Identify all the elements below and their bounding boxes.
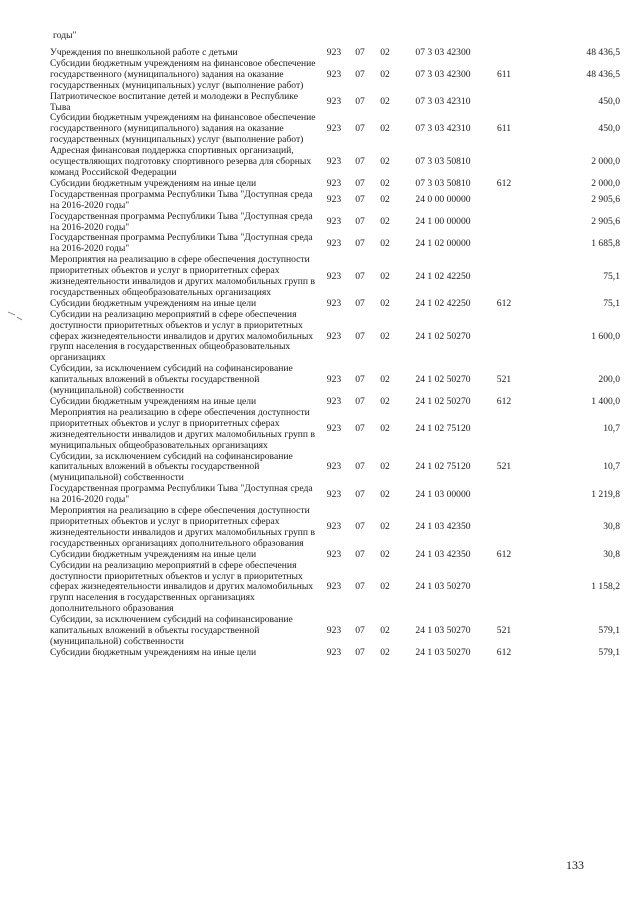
amount: 1 400,0 <box>591 396 620 407</box>
amount: 48 436,5 <box>586 47 620 58</box>
target-article-code: 07 3 03 42300 <box>415 47 471 58</box>
target-article-code: 24 1 02 50270 <box>415 396 471 407</box>
row-name: Государственная программа Республики Тыва "Доступная среда на 2016-2020 годы" <box>50 232 313 255</box>
target-article-code: 24 1 03 50270 <box>415 646 471 658</box>
margin-mark <box>6 308 26 322</box>
subsection-code: 02 <box>380 237 390 249</box>
amount: 2 905,6 <box>591 216 620 228</box>
expense-type-code <box>488 92 520 114</box>
table-row <box>50 506 620 550</box>
row-name: Субсидии на реализацию мероприятий в сфере обеспечения доступности приоритетных объектов и услуг в приоритетных сферах жизнедеятельности инвалидов и других маломобильных групп населения в государственных организациях дополнительного образования <box>50 559 314 615</box>
section-code: 07 <box>355 330 365 342</box>
target-article-code: 24 1 02 42250 <box>415 297 471 309</box>
ministry-code: 923 <box>326 47 342 58</box>
ministry-code: 923 <box>326 330 342 342</box>
expense-type-code: 521 <box>496 374 512 386</box>
amount: 75,1 <box>603 270 620 282</box>
amount: 10,7 <box>603 423 620 435</box>
ministry-code: 923 <box>326 68 342 80</box>
table-row <box>50 452 620 485</box>
budget-table <box>50 48 620 659</box>
table-row <box>50 233 620 255</box>
subsection-code: 02 <box>380 68 390 80</box>
row-name: Государственная программа Республики Тыва "Доступная среда на 2016-2020 годы" <box>50 188 313 211</box>
amount: 30,8 <box>603 548 620 560</box>
row-name: Мероприятия на реализацию в сфере обеспечения доступности приоритетных объектов и услуг в приоритетных сферах жизнедеятельности инвалидов и других маломобильных групп в государственных организациях дополнительного образования <box>50 505 315 549</box>
ministry-code: 923 <box>326 581 342 593</box>
subsection-code: 02 <box>380 646 390 658</box>
row-name: Субсидии, за исключением субсидий на софинансирование капитальных вложений в объекты государственной (муниципальной) собственности <box>50 614 293 647</box>
target-article-code: 24 1 02 50270 <box>415 330 471 342</box>
row-name: Мероприятия на реализацию в сфере обеспечения доступности приоритетных объектов и услуг в приоритетных сферах жизнедеятельности инвалидов и других маломобильных групп в государственных общеобразовательных организациях <box>50 254 315 298</box>
section-code: 07 <box>355 581 365 593</box>
row-name: Субсидии бюджетным учреждениям на иные цели <box>50 396 257 407</box>
section-code: 07 <box>355 423 365 435</box>
table-row <box>50 648 620 659</box>
section-code: 07 <box>355 461 365 473</box>
ministry-code: 923 <box>326 521 342 533</box>
ministry-code: 923 <box>326 123 342 135</box>
table-row <box>50 550 620 561</box>
section-code: 07 <box>355 396 365 407</box>
table-row <box>50 146 620 179</box>
section-code: 07 <box>355 96 365 108</box>
ministry-code: 923 <box>326 646 342 658</box>
subsection-code: 02 <box>380 548 390 560</box>
section-code: 07 <box>355 194 365 206</box>
ministry-code: 923 <box>326 461 342 473</box>
budget-table-body <box>50 48 620 659</box>
table-row <box>50 212 620 234</box>
continued-text-fragment: годы" <box>53 30 77 41</box>
expense-type-code <box>488 190 520 212</box>
section-code: 07 <box>355 646 365 658</box>
section-code: 07 <box>355 488 365 500</box>
amount: 75,1 <box>603 297 620 309</box>
row-name: Мероприятия на реализацию в сфере обеспечения доступности приоритетных объектов и услуг в приоритетных сферах жизнедеятельности инвалидов и других маломобильных групп в муниципальных общеобразовательных организациях <box>50 406 315 451</box>
expense-type-code: 612 <box>496 646 512 658</box>
ministry-code: 923 <box>326 548 342 560</box>
expense-type-code: 611 <box>496 123 512 135</box>
amount: 2 000,0 <box>591 156 620 168</box>
target-article-code: 07 3 03 42310 <box>415 123 471 135</box>
subsection-code: 02 <box>380 156 390 168</box>
subsection-code: 02 <box>380 123 390 135</box>
subsection-code: 02 <box>380 330 390 342</box>
row-name: Субсидии бюджетным учреждениям на иные цели <box>50 548 257 560</box>
subsection-code: 02 <box>380 423 390 435</box>
subsection-code: 02 <box>380 47 390 58</box>
amount: 1 600,0 <box>591 330 620 342</box>
amount: 2 000,0 <box>591 177 620 189</box>
target-article-code: 07 3 03 42310 <box>415 96 471 108</box>
table-row <box>50 92 620 114</box>
subsection-code: 02 <box>380 461 390 473</box>
expense-type-code: 612 <box>496 548 512 560</box>
amount: 450,0 <box>598 96 620 108</box>
subsection-code: 02 <box>380 194 390 206</box>
amount: 579,1 <box>598 625 620 637</box>
subsection-code: 02 <box>380 270 390 282</box>
target-article-code: 24 1 02 50270 <box>415 374 471 386</box>
expense-type-code <box>488 484 520 506</box>
subsection-code: 02 <box>380 216 390 228</box>
table-row <box>50 310 620 365</box>
section-code: 07 <box>355 237 365 249</box>
ministry-code: 923 <box>326 374 342 386</box>
row-name: Субсидии бюджетным учреждениям на финансовое обеспечение государственного (муниципального) задания на оказание государственных (муниципальных) услуг (выполнение работ) <box>50 57 316 91</box>
amount: 450,0 <box>598 123 620 135</box>
target-article-code: 24 1 02 00000 <box>415 237 471 249</box>
row-name: Субсидии, за исключением субсидий на софинансирование капитальных вложений в объекты государственной (муниципальной) собственности <box>50 450 293 484</box>
amount: 1 219,8 <box>591 488 620 500</box>
row-name: Субсидии бюджетным учреждениям на финансовое обеспечение государственного (муниципального) задания на оказание государственных (муниципальных) услуг (выполнение работ) <box>50 112 316 146</box>
amount: 1 685,8 <box>591 237 620 249</box>
target-article-code: 24 1 03 42350 <box>415 548 471 560</box>
expense-type-code <box>488 48 520 59</box>
subsection-code: 02 <box>380 297 390 309</box>
row-name: Учреждения по внешкольной работе с детьми <box>50 47 238 58</box>
ministry-code: 923 <box>326 396 342 407</box>
ministry-code: 923 <box>326 194 342 206</box>
expense-type-code <box>488 146 520 179</box>
row-name: Государственная программа Республики Тыва "Доступная среда на 2016-2020 годы" <box>50 483 313 506</box>
ministry-code: 923 <box>326 297 342 309</box>
target-article-code: 24 1 02 42250 <box>415 270 471 282</box>
table-row <box>50 255 620 299</box>
expense-type-code <box>488 310 520 365</box>
table-row <box>50 408 620 452</box>
section-code: 07 <box>355 156 365 168</box>
table-row <box>50 113 620 146</box>
amount: 1 158,2 <box>591 581 620 593</box>
subsection-code: 02 <box>380 625 390 637</box>
expense-type-code <box>488 255 520 299</box>
expense-type-code <box>488 506 520 550</box>
expense-type-code: 521 <box>496 625 512 637</box>
target-article-code: 24 1 00 00000 <box>415 216 471 228</box>
row-name: Субсидии бюджетным учреждениям на иные цели <box>50 646 257 658</box>
section-code: 07 <box>355 548 365 560</box>
page-number: 133 <box>566 858 584 872</box>
section-code: 07 <box>355 521 365 533</box>
amount: 579,1 <box>598 646 620 658</box>
row-name: Патриотическое воспитание детей и молодежи в Республике Тыва <box>50 90 298 113</box>
ministry-code: 923 <box>326 96 342 108</box>
amount: 30,8 <box>603 521 620 533</box>
row-name: Государственная программа Республики Тыва "Доступная среда на 2016-2020 годы" <box>50 210 313 233</box>
subsection-code: 02 <box>380 177 390 189</box>
row-name: Адресная финансовая поддержка спортивных организаций, осуществляющих подготовку спортивного резерва для сборных команд Российской Федерации <box>50 145 312 178</box>
target-article-code: 07 3 03 42300 <box>415 68 471 80</box>
subsection-code: 02 <box>380 396 390 407</box>
target-article-code: 24 1 02 75120 <box>415 461 471 473</box>
target-article-code: 07 3 03 50810 <box>415 156 471 168</box>
amount: 10,7 <box>603 461 620 473</box>
section-code: 07 <box>355 68 365 80</box>
table-row <box>50 190 620 212</box>
target-article-code: 24 1 03 42350 <box>415 521 471 533</box>
section-code: 07 <box>355 123 365 135</box>
ministry-code: 923 <box>326 270 342 282</box>
section-code: 07 <box>355 297 365 309</box>
row-name: Субсидии бюджетным учреждениям на иные цели <box>50 297 257 309</box>
subsection-code: 02 <box>380 581 390 593</box>
row-name: Субсидии бюджетным учреждениям на иные цели <box>50 177 257 189</box>
ministry-code: 923 <box>326 216 342 228</box>
table-row <box>50 59 620 92</box>
expense-type-code: 612 <box>496 396 512 407</box>
section-code: 07 <box>355 374 365 386</box>
target-article-code: 24 1 03 50270 <box>415 581 471 593</box>
target-article-code: 24 1 03 50270 <box>415 625 471 637</box>
expense-type-code <box>488 233 520 255</box>
expense-type-code: 611 <box>496 68 512 80</box>
amount: 2 905,6 <box>591 194 620 206</box>
table-row <box>50 364 620 397</box>
ministry-code: 923 <box>326 177 342 189</box>
section-code: 07 <box>355 47 365 58</box>
row-name: Субсидии, за исключением субсидий на софинансирование капитальных вложений в объекты государственной (муниципальной) собственности <box>50 363 293 397</box>
ministry-code: 923 <box>326 156 342 168</box>
ministry-code: 923 <box>326 423 342 435</box>
row-name: Субсидии на реализацию мероприятий в сфере обеспечения доступности приоритетных объектов и услуг в приоритетных сферах жизнедеятельности инвалидов и других маломобильных групп населения в государственных общеобразовательных организациях <box>50 308 314 364</box>
expense-type-code <box>488 408 520 452</box>
expense-type-code: 612 <box>496 297 512 309</box>
subsection-code: 02 <box>380 488 390 500</box>
subsection-code: 02 <box>380 521 390 533</box>
expense-type-code <box>488 561 520 616</box>
ministry-code: 923 <box>326 237 342 249</box>
amount: 48 436,5 <box>586 68 620 80</box>
target-article-code: 24 0 00 00000 <box>415 194 471 206</box>
expense-type-code <box>488 212 520 234</box>
target-article-code: 24 1 03 00000 <box>415 488 471 500</box>
expense-type-code: 612 <box>496 177 512 189</box>
table-row <box>50 484 620 506</box>
subsection-code: 02 <box>380 96 390 108</box>
subsection-code: 02 <box>380 374 390 386</box>
amount: 200,0 <box>598 374 620 386</box>
target-article-code: 07 3 03 50810 <box>415 177 471 189</box>
target-article-code: 24 1 02 75120 <box>415 423 471 435</box>
ministry-code: 923 <box>326 488 342 500</box>
expense-type-code: 521 <box>496 461 512 473</box>
ministry-code: 923 <box>326 625 342 637</box>
section-code: 07 <box>355 216 365 228</box>
section-code: 07 <box>355 177 365 189</box>
table-row <box>50 561 620 616</box>
table-row <box>50 615 620 648</box>
section-code: 07 <box>355 270 365 282</box>
section-code: 07 <box>355 625 365 637</box>
